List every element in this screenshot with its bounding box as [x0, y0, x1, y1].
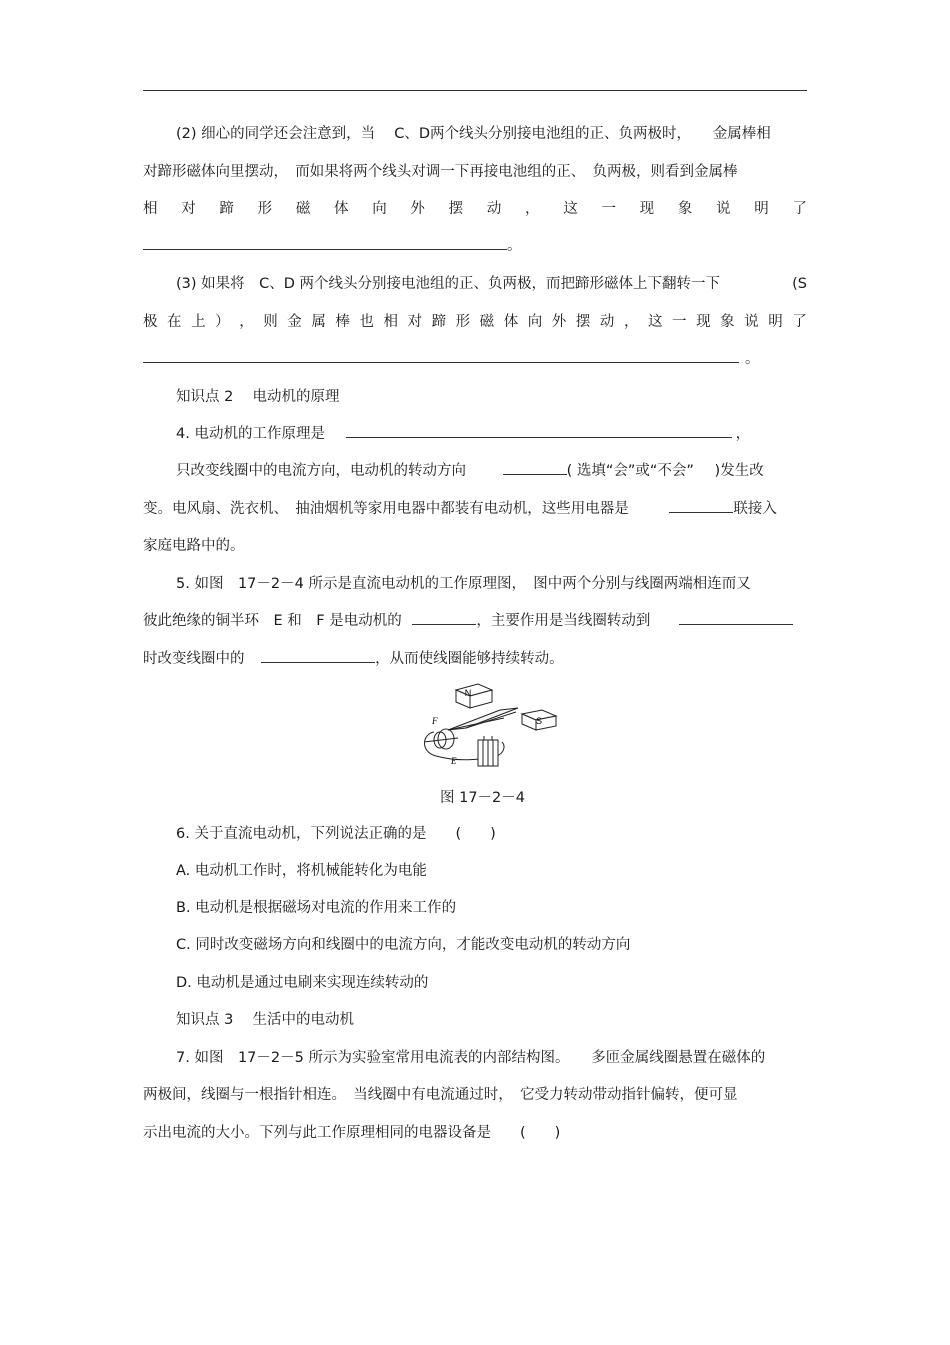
q4-line-2-c: )发生改: [714, 463, 764, 479]
q2-line-3-char: 形: [257, 201, 273, 217]
q3-line-1: [176, 272, 807, 296]
q4-line-4: 家庭电路中的。: [143, 538, 245, 554]
q2-line-3-char: 了: [792, 201, 807, 217]
header-rule: [143, 90, 807, 91]
q2-line-3-char: 对: [181, 201, 196, 217]
q4-line-1-end: ，: [735, 426, 751, 442]
q3-line-2-char: 动: [599, 314, 615, 330]
q3-line-3: [143, 347, 807, 371]
section-heading-2: 知识点 2 电动机的原理: [176, 389, 340, 405]
answer-blank[interactable]: [679, 609, 793, 625]
q3-line-2-char: 属: [311, 314, 326, 330]
q2-line-3-char: 体: [334, 201, 349, 217]
q3-line-2-char: 形: [455, 314, 471, 330]
q3-line-2-char: 上: [191, 314, 206, 330]
dc-motor-figure: [418, 682, 568, 772]
q2-line-3-char: 象: [677, 201, 693, 217]
figure-label-f: F: [432, 716, 438, 726]
section-heading-3: 知识点 3 生活中的电动机: [176, 1012, 354, 1028]
q2-line-3-char: 明: [754, 201, 769, 217]
q2-line-3-char: 摆: [448, 201, 464, 217]
q4-line-1-prefix: 4. 电动机的工作原理是: [176, 426, 325, 442]
q3-line-2-char: ，: [623, 314, 639, 330]
q3-line-2-char: 也: [359, 314, 374, 330]
q2-line-3-char: 一: [601, 201, 616, 217]
q4-line-1: [176, 422, 807, 446]
q2-line-3-char: 外: [410, 201, 425, 217]
q5-line-3-b: ，从而使线圈能够持续转动。: [375, 651, 564, 667]
figure-caption: 图 17－2－4: [440, 790, 526, 806]
q7-line-1: 7. 如图 17－2－5 所示为实验室常用电流表的内部结构图。 多匝金属线圈悬置在磁体的: [176, 1050, 766, 1066]
q5-line-1: 5. 如图 17－2－4 所示是直流电动机的工作原理图， 图中两个分别与线圈两端相连而又: [176, 576, 751, 592]
q6-option-b[interactable]: B. 电动机是根据磁场对电流的作用来工作的: [176, 900, 457, 916]
q6-option-d[interactable]: D. 电动机是通过电刷来实现连续转动的: [176, 975, 429, 991]
q3-line-2-char: 棒: [335, 314, 350, 330]
q3-line-2-char: 这: [647, 314, 663, 330]
q4-line-2: [176, 459, 807, 483]
q3-line-2-char: 象: [720, 314, 735, 330]
q2-line-4-end: 。: [507, 238, 522, 254]
q3-line-2-char: 金: [287, 314, 302, 330]
answer-blank[interactable]: [346, 422, 732, 438]
q3-line-2-char: 向: [527, 314, 543, 330]
q3-line-2-char: 在: [167, 314, 182, 330]
q3-line-2-char: 对: [407, 314, 423, 330]
q3-line-1-right: (S: [792, 276, 807, 292]
q2-line-1: (2) 细心的同学还会注意到，当 C、D两个线头分别接电池组的正、负两极时， 金属棒相: [176, 126, 771, 142]
q2-line-2: 对蹄形磁体向里摆动， 而如果将两个线头对调一下再接电池组的正、 负两极，则看到金属棒: [143, 164, 738, 180]
q6-option-a[interactable]: A. 电动机工作时，将机械能转化为电能: [176, 863, 427, 879]
q2-line-3-char: 蹄: [219, 201, 234, 217]
q2-line-3-char: 相: [143, 201, 158, 217]
q3-line-2-char: 摆: [575, 314, 591, 330]
figure-label-n: N: [464, 688, 472, 698]
q2-line-3-char: 说: [716, 201, 731, 217]
q3-line-2-char: 相: [383, 314, 398, 330]
q3-line-3-end: 。: [745, 351, 760, 367]
q3-line-2-char: 一: [672, 314, 687, 330]
q3-line-2-char: 蹄: [431, 314, 447, 330]
q3-line-2-char: 则: [263, 314, 278, 330]
q3-line-2-char: 现: [696, 314, 711, 330]
q3-line-2-char: 了: [792, 314, 807, 330]
q5-line-2: [143, 609, 807, 633]
q2-line-3: [143, 197, 807, 221]
answer-blank[interactable]: [143, 234, 507, 250]
q5-line-3: [143, 647, 807, 671]
answer-blank[interactable]: [143, 347, 739, 363]
q4-line-2-a: 只改变线圈中的电流方向，电动机的转动方向: [176, 463, 466, 479]
q6-stem: 6. 关于直流电动机，下列说法正确的是 ( ): [176, 826, 496, 842]
answer-blank[interactable]: [503, 459, 567, 475]
q7-line-2: 两极间，线圈与一根指针相连。 当线圈中有电流通过时， 它受力转动带动指针偏转，便可显: [143, 1087, 738, 1103]
q3-line-2-char: ，: [239, 314, 254, 330]
answer-blank[interactable]: [261, 647, 375, 663]
answer-blank[interactable]: [412, 609, 476, 625]
q7-line-3: 示出电流的大小。下列与此工作原理相同的电器设备是 ( ): [143, 1125, 561, 1141]
q5-line-3-a: 时改变线圈中的: [143, 651, 245, 667]
q2-line-4: [143, 234, 807, 258]
q6-option-c[interactable]: C. 同时改变磁场方向和线圈中的电流方向，才能改变电动机的转动方向: [176, 937, 631, 953]
q4-line-3-a: 变。电风扇、洗衣机、 抽油烟机等家用电器中都装有电动机，这些用电器是: [143, 501, 629, 517]
q3-line-2-char: 磁: [479, 314, 495, 330]
q2-line-3-char: 动: [486, 201, 502, 217]
q3-line-1-left: (3) 如果将 C、D 两个线头分别接电池组的正、负两极，而把蹄形磁体上下翻转一下: [176, 276, 721, 292]
q3-line-2-char: 体: [503, 314, 519, 330]
q2-line-3-char: 磁: [295, 201, 311, 217]
q2-line-3-char: 向: [372, 201, 387, 217]
q2-line-3-char: ，: [525, 201, 540, 217]
q3-line-2-char: 说: [744, 314, 759, 330]
q2-line-3-char: 这: [563, 201, 578, 217]
q4-line-3-b: 联接入: [733, 501, 777, 517]
q5-line-2-a: 彼此绝缘的铜半环 E 和 F 是电动机的: [143, 613, 402, 629]
q3-line-2: [143, 310, 807, 334]
answer-blank[interactable]: [669, 497, 733, 513]
q4-line-3: [143, 497, 807, 521]
q3-line-2-char: 极: [143, 314, 158, 330]
q3-line-2-char: 外: [551, 314, 567, 330]
figure-label-s: S: [535, 716, 543, 726]
q5-line-2-b: ，主要作用是当线圈转动到: [476, 613, 651, 629]
figure-label-e: E: [451, 756, 457, 766]
q3-line-2-char: ）: [215, 314, 230, 330]
q3-line-2-char: 明: [768, 314, 783, 330]
q4-line-2-b: ( 选填“会”或“不会”: [566, 463, 694, 479]
q2-line-3-char: 现: [639, 201, 655, 217]
